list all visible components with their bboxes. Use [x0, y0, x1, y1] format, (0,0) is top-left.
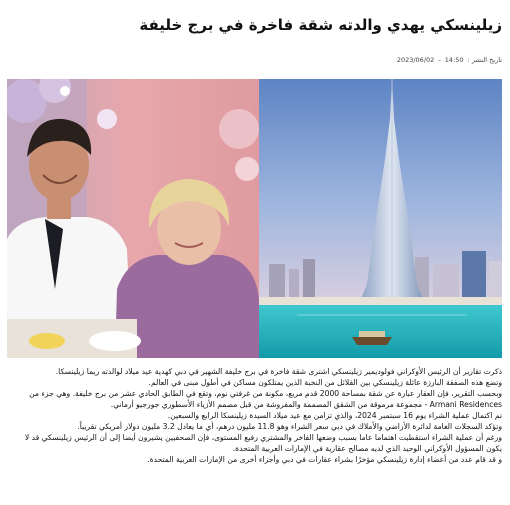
- burj-khalifa-photo: [259, 79, 502, 358]
- publish-separator: -: [438, 56, 441, 64]
- portrait-photo: [7, 79, 259, 358]
- article-paragraph: Armani Residences - مجموعة مرموقة من الشقق المصممة والمفروشة من قبل مصمم الأزياء الأسطوري جورجيو أرماني.: [110, 400, 502, 409]
- publish-date-label: تاريخ النشر :: [467, 56, 502, 64]
- hero-image: [7, 79, 502, 358]
- article-title: زيلينسكي يهدي والدته شقة فاخرة في برج خليفة: [139, 16, 502, 34]
- publish-time: 14:50: [444, 56, 464, 64]
- article-paragraph: وبحسب التقرير، فإن العقار عبارة عن شقة بمساحة 2000 قدم مربع، مكونة من غرفتي نوم، وتقع في الطابق الحادي عشر من برج خليفة. وهي جزء من: [29, 389, 502, 398]
- article-paragraph: وتؤكد السجلات العامة لدائرة الأراضي والأملاك في دبي سعر الشراء وهو 11.8 مليون درهم، أي ما يعادل 3.2 مليون دولار أمريكي تقريباً.: [77, 422, 502, 431]
- article-paragraph: وتضع هذه الصفقة البارزة عائلة زيلينسكي بين القلائل من النخبة الذين يمتلكون مساكن في أطول مبنى في العالم.: [148, 378, 502, 387]
- article-paragraph: يكون المسؤول الأوكراني الوحيد الذي لديه مصالح عقارية في الإمارات العربية المتحدة.: [232, 444, 502, 453]
- article-paragraph: ورغم أن عملية الشراء استقطبت اهتماما عاما بسبب وضعها الفاخر والمشتري رفيع المستوى، فإن الصحفيين يشيرون أيضا إلى أن الرئيس زيلينسكي قد لا: [24, 433, 502, 442]
- article-body: [8, 366, 502, 465]
- article-paragraph: تم اكتمال عملية الشراء يوم 16 سبتمبر 2024، والذي تزامن مع عيد ميلاد السيدة زيلينسكا الرابع والسبعين.: [167, 411, 502, 420]
- article-paragraph: و قد قام عدد من أعضاء إدارة زيلينسكي مؤخرًا بشراء عقارات في دبي وأجزاء أخرى من الإمارات العربية المتحدة.: [147, 455, 502, 464]
- publish-meta: [395, 56, 502, 64]
- publish-date: 2023/06/02: [396, 56, 435, 64]
- article-paragraph: ذكرت تقارير أن الرئيس الأوكراني فولوديمير زيلينسكي اشترى شقة فاخرة في برج خليفة الشهير في دبي كهدية عيد ميلاد لوالدته ريما زيلينسكا.: [55, 367, 502, 376]
